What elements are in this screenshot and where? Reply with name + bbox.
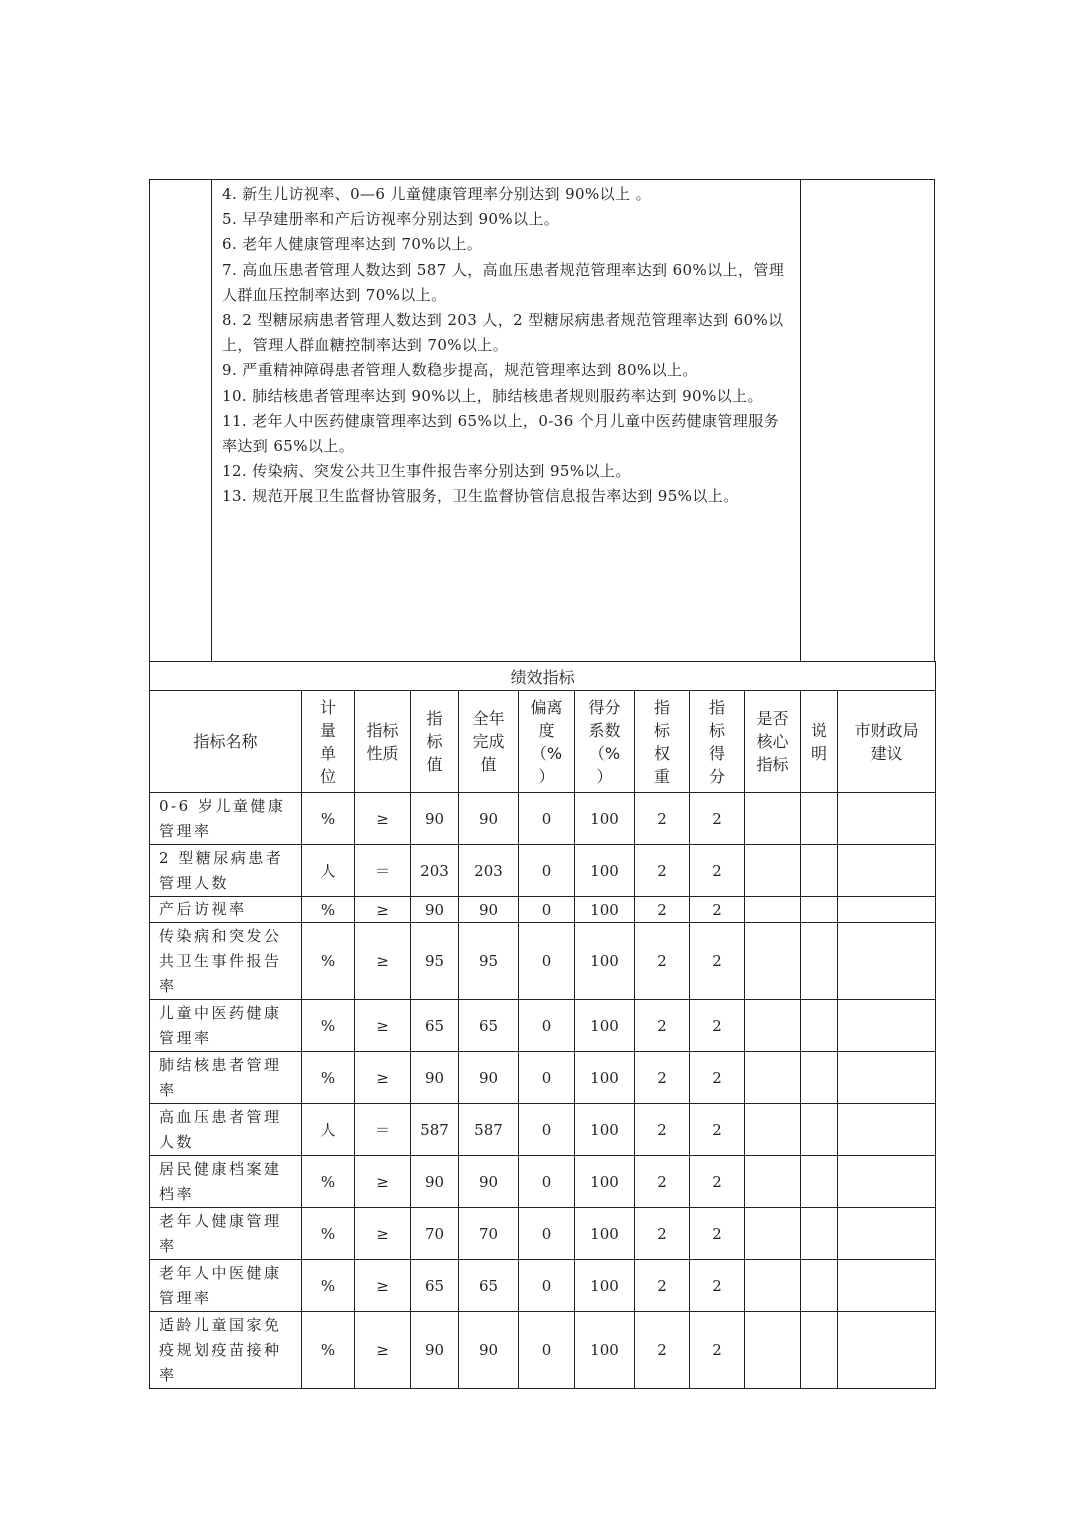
actual-cell: 90 (459, 897, 519, 923)
indicator-name-cell: 老年人中医健康管理率 (150, 1260, 302, 1312)
core-cell (745, 1260, 801, 1312)
score-cell: 2 (690, 1208, 745, 1260)
core-cell (745, 923, 801, 1000)
target-cell: 70 (411, 1208, 459, 1260)
unit-cell: % (302, 1000, 355, 1052)
target-cell: 90 (411, 1052, 459, 1104)
goal-item: 4. 新生儿访视率、0—6 儿童健康管理率分别达到 90%以上 。 (222, 185, 652, 203)
target-cell: 65 (411, 1000, 459, 1052)
indicator-name-cell: 高血压患者管理人数 (150, 1104, 302, 1156)
header-target (411, 691, 459, 793)
weight-cell: 2 (635, 1052, 690, 1104)
unit-cell: 人 (302, 845, 355, 897)
score-cell: 2 (690, 1260, 745, 1312)
note-cell (801, 1312, 838, 1389)
header-line: 指标 (366, 720, 399, 740)
goal-item: 5. 早孕建册率和产后访视率分别达到 90%以上。 (222, 210, 560, 229)
deviation-cell: 0 (519, 1208, 575, 1260)
indicator-name-cell: 2 型糖尿病患者管理人数 (150, 845, 302, 897)
advice-cell (838, 845, 936, 897)
coefficient-cell: 100 (575, 845, 635, 897)
deviation-cell: 0 (519, 897, 575, 923)
core-cell (745, 897, 801, 923)
table-row (150, 1208, 936, 1260)
weight-cell: 2 (635, 897, 690, 923)
target-cell: 65 (411, 1260, 459, 1312)
nature-cell: ＝ (355, 845, 411, 897)
note-cell (801, 1052, 838, 1104)
nature-cell: ≥ (355, 1052, 411, 1104)
table-row (150, 897, 936, 923)
table-row (150, 1312, 936, 1389)
header-line: 量 (319, 720, 336, 740)
header-score (690, 691, 745, 793)
goal-item: 8. 2 型糖尿病患者管理人数达到 203 人，2 型糖尿病患者规范管理率达到 60%以上，管理人群血糖控制率达到 70%以上。 (222, 311, 784, 355)
goal-item: 12. 传染病、突发公共卫生事件报告率分别达到 95%以上。 (222, 462, 631, 481)
goal-item: 10. 肺结核患者管理率达到 90%以上，肺结核患者规则服药率达到 90%以上。 (222, 386, 763, 405)
header-actual (459, 691, 519, 793)
coefficient-cell: 100 (575, 1000, 635, 1052)
advice-cell (838, 793, 936, 845)
coefficient-cell: 100 (575, 1208, 635, 1260)
core-cell (745, 1052, 801, 1104)
target-cell: 95 (411, 923, 459, 1000)
table-row (150, 1052, 936, 1104)
advice-cell (838, 897, 936, 923)
goals-right-column (800, 180, 934, 661)
header-line: ） (538, 766, 555, 786)
header-line: 权 (653, 743, 670, 763)
table-row (150, 1104, 936, 1156)
coefficient-cell: 100 (575, 897, 635, 923)
header-line: 核心 (756, 732, 789, 751)
actual-cell: 90 (459, 793, 519, 845)
score-cell: 2 (690, 1156, 745, 1208)
header-indicator-name (150, 691, 302, 793)
indicator-name-cell: 传染病和突发公共卫生事件报告率 (150, 923, 302, 1000)
advice-cell (838, 1052, 936, 1104)
actual-cell: 95 (459, 923, 519, 1000)
header-line: 明 (810, 743, 827, 763)
deviation-cell: 0 (519, 1052, 575, 1104)
unit-cell: % (302, 923, 355, 1000)
goal-item: 13. 规范开展卫生监督协管服务，卫生监督协管信息报告率达到 95%以上。 (222, 487, 739, 506)
weight-cell: 2 (635, 1000, 690, 1052)
header-line: 计 (319, 697, 336, 717)
weight-cell: 2 (635, 793, 690, 845)
nature-cell: ≥ (355, 923, 411, 1000)
header-line: 指标 (756, 755, 789, 774)
unit-cell: % (302, 793, 355, 845)
table-row (150, 1156, 936, 1208)
coefficient-cell: 100 (575, 1156, 635, 1208)
header-line: 度 (538, 720, 555, 740)
goal-item: 11. 老年人中医药健康管理率达到 65%以上，0-36 个月儿童中医药健康管理服务率达到 65%以上。 (222, 411, 780, 456)
score-cell: 2 (690, 1312, 745, 1389)
header-line: 值 (426, 755, 443, 774)
nature-cell: ≥ (355, 1000, 411, 1052)
actual-cell: 203 (459, 845, 519, 897)
target-cell: 90 (411, 1312, 459, 1389)
header-line: 得分 (588, 697, 621, 717)
header-line: （% (588, 743, 621, 763)
goals-section (149, 179, 935, 661)
actual-cell: 587 (459, 1104, 519, 1156)
indicator-name-cell: 老年人健康管理率 (150, 1208, 302, 1260)
core-cell (745, 1156, 801, 1208)
unit-cell: % (302, 1052, 355, 1104)
target-cell: 90 (411, 793, 459, 845)
header-advice (838, 691, 936, 793)
advice-cell (838, 1312, 936, 1389)
header-line: 标 (426, 732, 443, 751)
note-cell (801, 1000, 838, 1052)
nature-cell: ≥ (355, 1312, 411, 1389)
nature-cell: ≥ (355, 1208, 411, 1260)
header-line: （% (530, 743, 563, 763)
header-row (150, 691, 936, 793)
core-cell (745, 793, 801, 845)
deviation-cell: 0 (519, 1260, 575, 1312)
score-cell: 2 (690, 1000, 745, 1052)
core-cell (745, 1312, 801, 1389)
note-cell (801, 845, 838, 897)
weight-cell: 2 (635, 923, 690, 1000)
header-line: 位 (319, 766, 336, 786)
weight-cell: 2 (635, 845, 690, 897)
unit-cell: % (302, 1312, 355, 1389)
header-nature (355, 691, 411, 793)
coefficient-cell: 100 (575, 1052, 635, 1104)
deviation-cell: 0 (519, 793, 575, 845)
header-core (745, 691, 801, 793)
unit-cell: % (302, 1208, 355, 1260)
deviation-cell: 0 (519, 923, 575, 1000)
indicator-name-cell: 0-6 岁儿童健康管理率 (150, 793, 302, 845)
core-cell (745, 1000, 801, 1052)
actual-cell: 65 (459, 1000, 519, 1052)
header-line: 市财政局 (854, 720, 919, 740)
coefficient-cell: 100 (575, 793, 635, 845)
indicator-name-cell: 儿童中医药健康管理率 (150, 1000, 302, 1052)
score-cell: 2 (690, 1052, 745, 1104)
header-line: 单 (319, 743, 336, 763)
coefficient-cell: 100 (575, 1104, 635, 1156)
deviation-cell: 0 (519, 845, 575, 897)
nature-cell: ≥ (355, 793, 411, 845)
goals-list (222, 182, 794, 510)
header-line: 指 (426, 709, 443, 728)
core-cell (745, 1104, 801, 1156)
table-row (150, 793, 936, 845)
score-cell: 2 (690, 923, 745, 1000)
header-line: 全年 (472, 709, 505, 728)
note-cell (801, 1260, 838, 1312)
performance-table (149, 661, 936, 1389)
score-cell: 2 (690, 845, 745, 897)
core-cell (745, 845, 801, 897)
deviation-cell: 0 (519, 1104, 575, 1156)
table-row (150, 845, 936, 897)
header-line: 建议 (870, 743, 903, 763)
indicator-name-cell: 肺结核患者管理率 (150, 1052, 302, 1104)
header-line: 标 (653, 720, 670, 740)
header-line: 性质 (366, 743, 399, 763)
header-line: ） (596, 766, 613, 786)
goal-item: 9. 严重精神障碍患者管理人数稳步提高，规范管理率达到 80%以上。 (222, 361, 698, 380)
weight-cell: 2 (635, 1156, 690, 1208)
actual-cell: 90 (459, 1156, 519, 1208)
unit-cell: 人 (302, 1104, 355, 1156)
target-cell: 90 (411, 897, 459, 923)
section-title: 绩效指标 (150, 662, 936, 691)
coefficient-cell: 100 (575, 1312, 635, 1389)
score-cell: 2 (690, 793, 745, 845)
note-cell (801, 923, 838, 1000)
table-row (150, 923, 936, 1000)
weight-cell: 2 (635, 1104, 690, 1156)
note-cell (801, 793, 838, 845)
advice-cell (838, 1260, 936, 1312)
target-cell: 587 (411, 1104, 459, 1156)
actual-cell: 70 (459, 1208, 519, 1260)
nature-cell: ≥ (355, 1260, 411, 1312)
nature-cell: ≥ (355, 1156, 411, 1208)
coefficient-cell: 100 (575, 1260, 635, 1312)
unit-cell: % (302, 1260, 355, 1312)
indicator-name-cell: 居民健康档案建档率 (150, 1156, 302, 1208)
advice-cell (838, 1208, 936, 1260)
header-unit (302, 691, 355, 793)
note-cell (801, 1208, 838, 1260)
indicator-name-cell: 产后访视率 (150, 897, 302, 923)
deviation-cell: 0 (519, 1312, 575, 1389)
table-row (150, 1260, 936, 1312)
header-line: 值 (480, 755, 497, 774)
header-line: 系数 (588, 720, 621, 740)
header-line: 标 (708, 720, 725, 740)
coefficient-cell: 100 (575, 923, 635, 1000)
advice-cell (838, 1156, 936, 1208)
table-row (150, 1000, 936, 1052)
header-deviation (519, 691, 575, 793)
header-line: 得 (708, 743, 725, 763)
weight-cell: 2 (635, 1260, 690, 1312)
header-line: 说 (810, 720, 827, 740)
weight-cell: 2 (635, 1208, 690, 1260)
indicator-name-cell: 适龄儿童国家免疫规划疫苗接种率 (150, 1312, 302, 1389)
unit-cell: % (302, 897, 355, 923)
score-cell: 2 (690, 1104, 745, 1156)
header-line: 重 (653, 766, 670, 786)
weight-cell: 2 (635, 1312, 690, 1389)
header-line: 偏离 (530, 697, 563, 717)
score-cell: 2 (690, 897, 745, 923)
deviation-cell: 0 (519, 1000, 575, 1052)
actual-cell: 65 (459, 1260, 519, 1312)
advice-cell (838, 1000, 936, 1052)
note-cell (801, 1104, 838, 1156)
unit-cell: % (302, 1156, 355, 1208)
actual-cell: 90 (459, 1312, 519, 1389)
note-cell (801, 1156, 838, 1208)
deviation-cell: 0 (519, 1156, 575, 1208)
nature-cell: ≥ (355, 897, 411, 923)
header-note (801, 691, 838, 793)
header-line: 分 (708, 766, 725, 786)
core-cell (745, 1208, 801, 1260)
header-line: 指标名称 (193, 732, 258, 751)
note-cell (801, 897, 838, 923)
header-weight (635, 691, 690, 793)
nature-cell: ＝ (355, 1104, 411, 1156)
goal-item: 7. 高血压患者管理人数达到 587 人，高血压患者规范管理率达到 60%以上，管理人群血压控制率达到 70%以上。 (222, 260, 785, 304)
goals-left-column (150, 180, 212, 661)
header-line: 是否 (756, 709, 789, 728)
header-line: 完成 (472, 732, 505, 751)
advice-cell (838, 923, 936, 1000)
advice-cell (838, 1104, 936, 1156)
target-cell: 203 (411, 845, 459, 897)
goal-item: 6. 老年人健康管理率达到 70%以上。 (222, 235, 483, 254)
table-body (150, 793, 936, 1389)
header-line: 指 (653, 697, 670, 717)
actual-cell: 90 (459, 1052, 519, 1104)
header-line: 指 (708, 697, 725, 717)
target-cell: 90 (411, 1156, 459, 1208)
header-coefficient (575, 691, 635, 793)
